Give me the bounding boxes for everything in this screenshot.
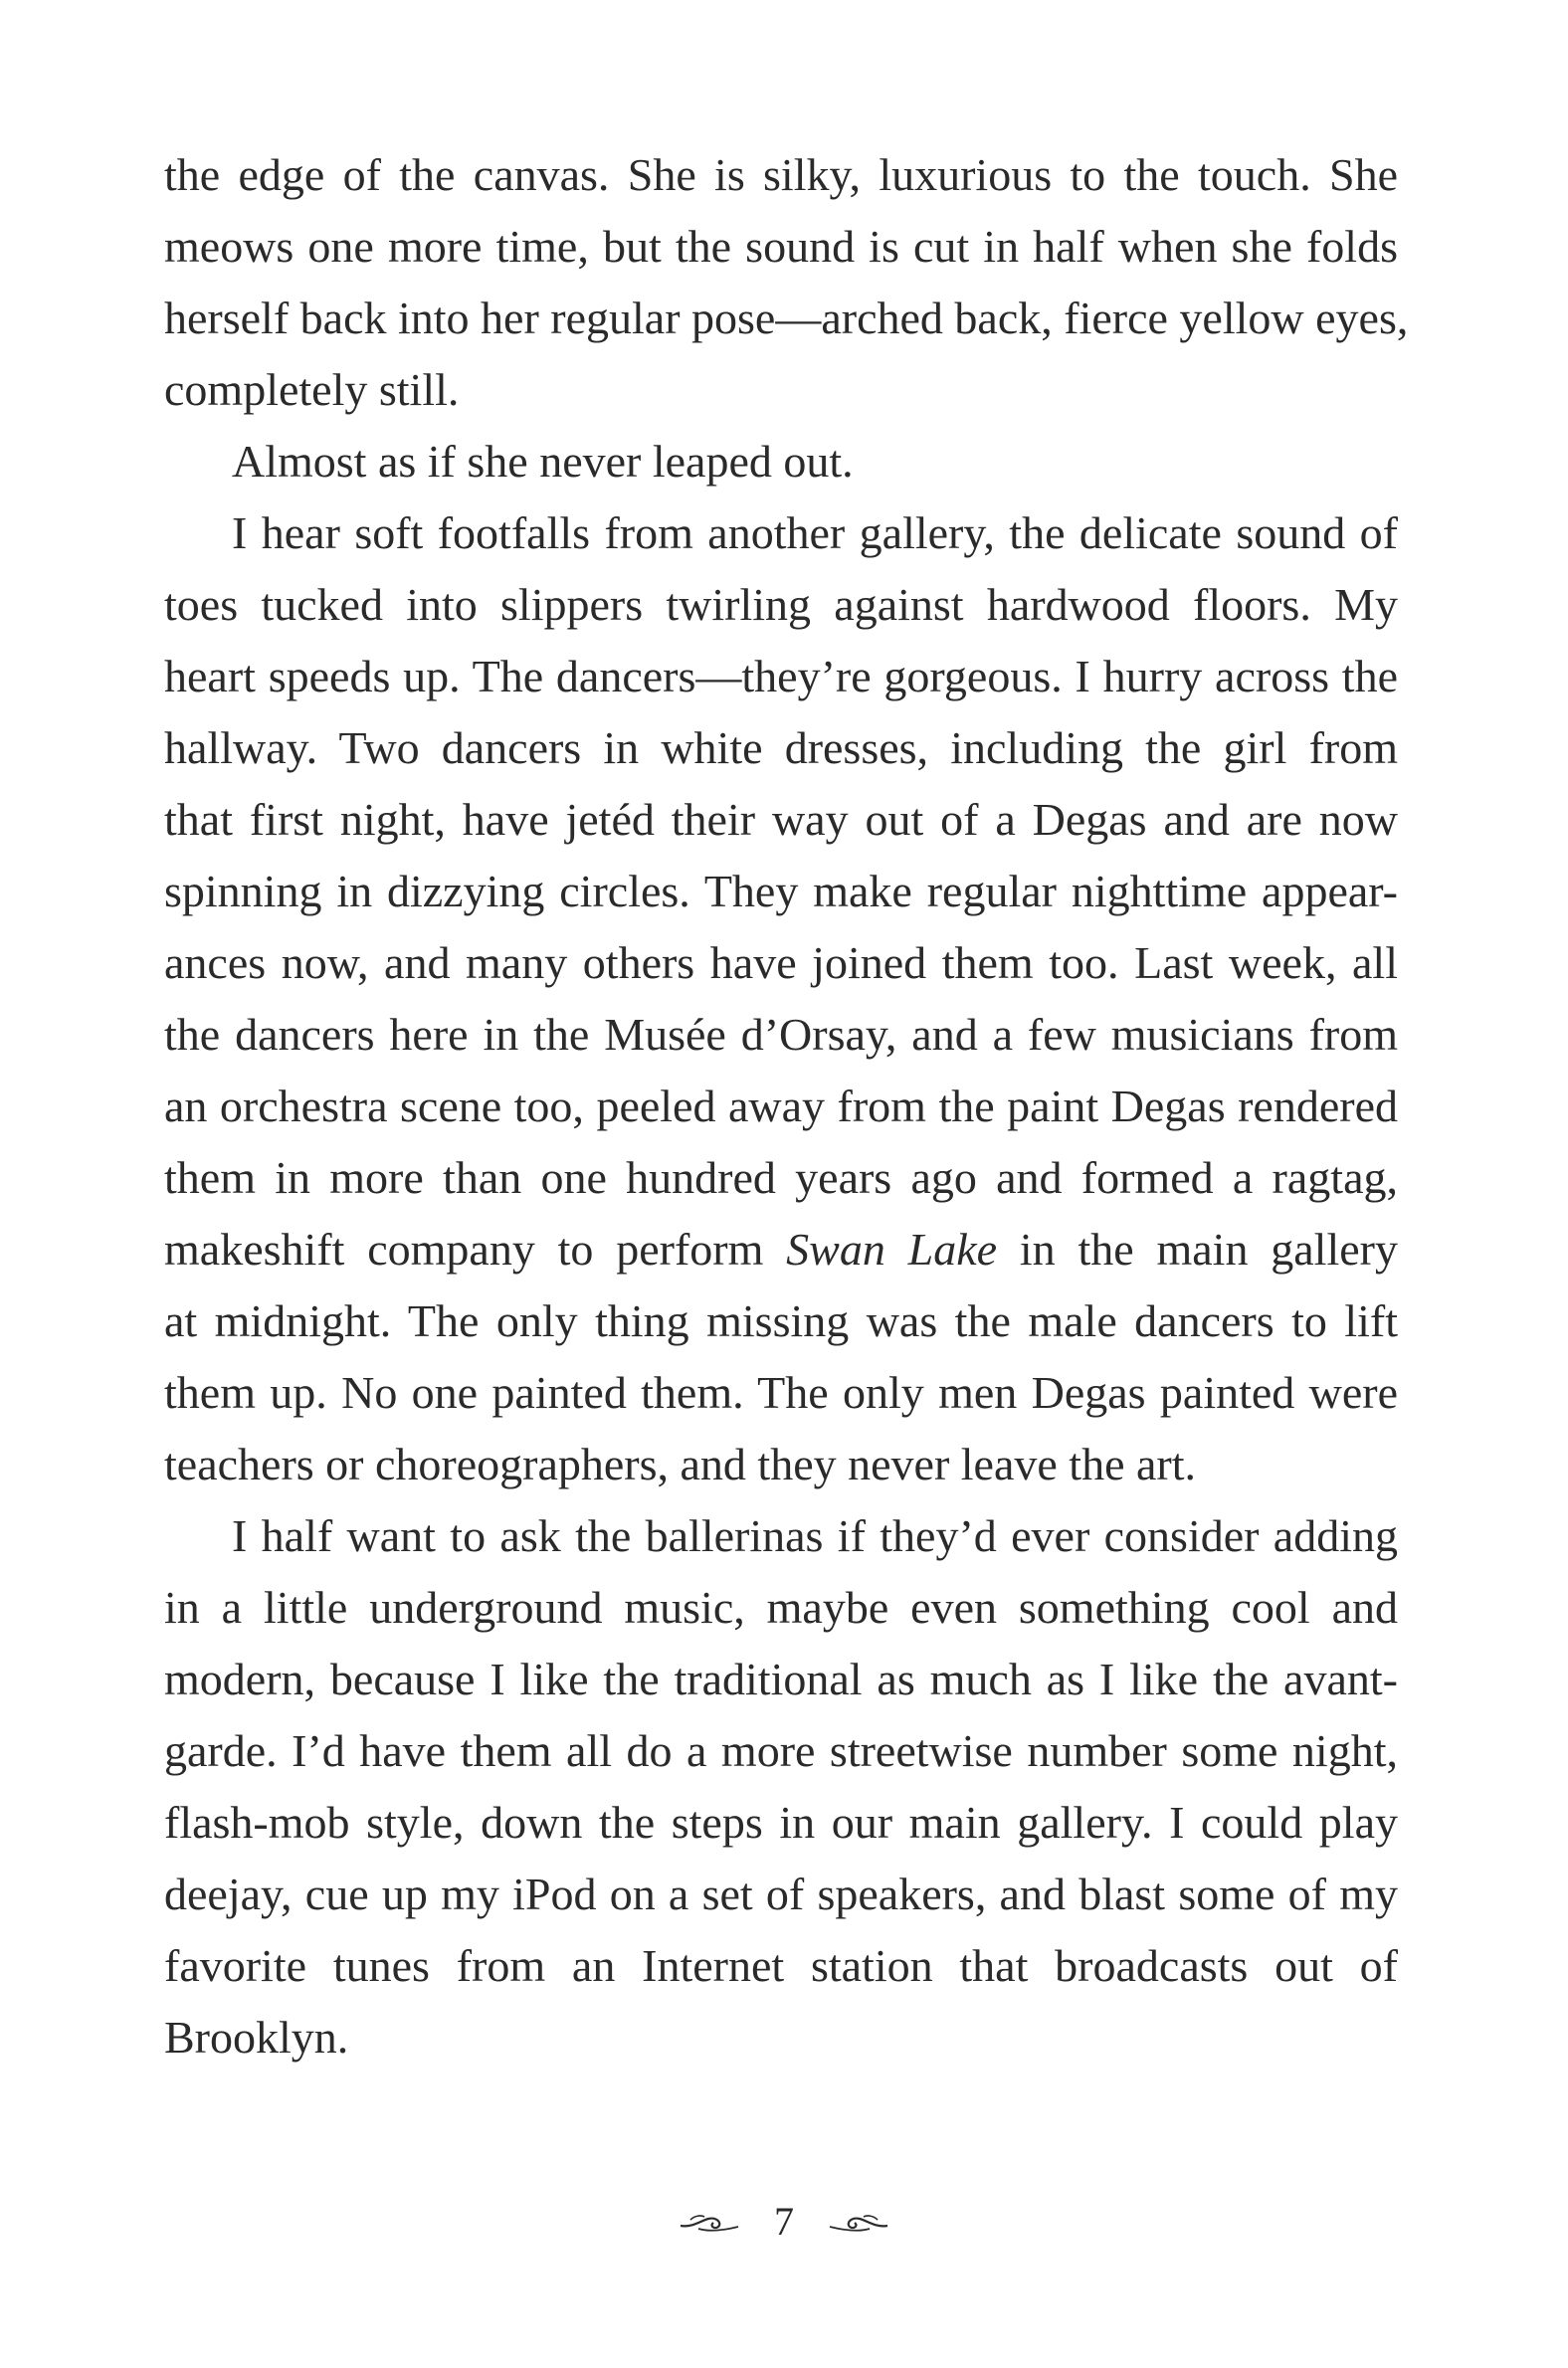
text-fragment: makeshift company to perform <box>164 1224 787 1275</box>
text-line: favorite tunes from an Internet station that broadcasts out of <box>164 1940 1398 1991</box>
flourish-left-icon <box>679 2211 740 2233</box>
text-line: toes tucked into slippers twirling against hardwood floors. My <box>164 579 1398 630</box>
text-line: deejay, cue up my iPod on a set of speakers, and blast some of my <box>164 1869 1398 1919</box>
text-line: at midnight. The only thing missing was the male dancers to lift <box>164 1295 1398 1346</box>
italic-title: Swan Lake <box>786 1224 998 1275</box>
text-line: ances now, and many others have joined them too. Last week, all <box>164 937 1398 988</box>
page-number: 7 <box>774 2198 794 2244</box>
text-line: the edge of the canvas. She is silky, luxurious to the touch. She <box>164 149 1398 200</box>
text-line: teachers or choreographers, and they never leave the art. <box>164 1439 1197 1489</box>
text-line: meows one more time, but the sound is cut in half when she folds <box>164 221 1398 272</box>
text-line: them in more than one hundred years ago and formed a ragtag, <box>164 1152 1398 1203</box>
text-line: spinning in dizzying circles. They make regular nighttime appear- <box>164 866 1398 916</box>
text-line: herself back into her regular pose—arched back, fierce yellow eyes, <box>164 293 1409 343</box>
flourish-right-icon <box>828 2211 889 2233</box>
text-line: in a little underground music, maybe even something cool and <box>164 1582 1398 1633</box>
text-line: modern, because I like the traditional as much as I like the avant- <box>164 1654 1398 1704</box>
text-line: flash-mob style, down the steps in our main gallery. I could play <box>164 1797 1398 1848</box>
text-line: heart speeds up. The dancers—they’re gorgeous. I hurry across the <box>164 651 1398 701</box>
text-line: garde. I’d have them all do a more streetwise number some night, <box>164 1725 1398 1776</box>
text-line: hallway. Two dancers in white dresses, including the girl from <box>164 722 1398 773</box>
text-line: Brooklyn. <box>164 2012 349 2063</box>
body-text <box>164 139 1409 2073</box>
text-line: an orchestra scene too, peeled away from the paint Degas rendered <box>164 1081 1398 1131</box>
page-footer <box>0 2194 1568 2246</box>
text-line <box>164 1214 1398 1285</box>
text-line: I hear soft footfalls from another gallery, the delicate sound of <box>232 507 1398 558</box>
text-line: I half want to ask the ballerinas if they’d ever consider adding <box>232 1510 1398 1561</box>
text-line: completely still. <box>164 364 460 415</box>
text-line: the dancers here in the Musée d’Orsay, and a few musicians from <box>164 1009 1398 1060</box>
text-line: that first night, have jetéd their way out of a Degas and are now <box>164 794 1398 845</box>
text-fragment: in the main gallery <box>997 1224 1398 1275</box>
text-line: them up. No one painted them. The only men Degas painted were <box>164 1367 1398 1418</box>
text-line: Almost as if she never leaped out. <box>232 436 854 487</box>
